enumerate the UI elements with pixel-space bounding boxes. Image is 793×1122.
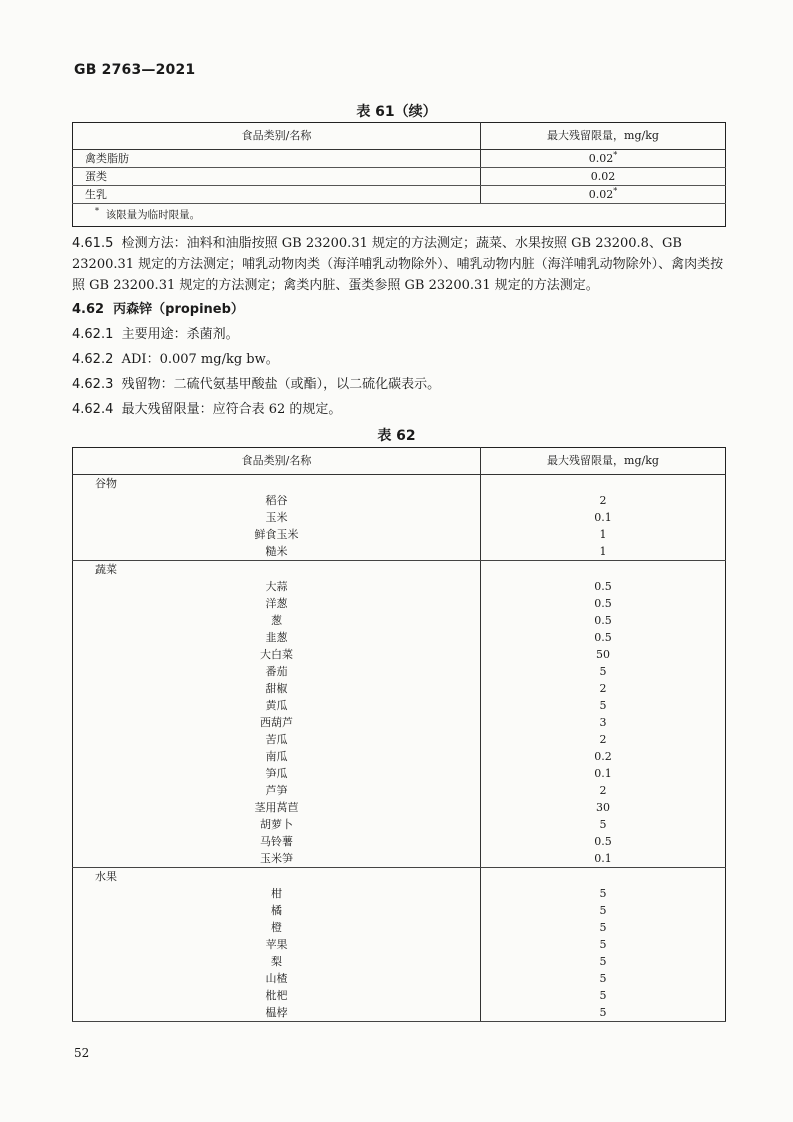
category-row [73, 561, 726, 579]
food-name: 韭葱 [73, 629, 481, 646]
section-title: 丙森锌（propineb） [113, 302, 244, 317]
limit-value: 0.5 [594, 579, 612, 593]
table-row [73, 731, 726, 748]
limit-number: 0.02 [588, 151, 614, 165]
table-row [73, 902, 726, 919]
table-row [73, 629, 726, 646]
food-name: 稻谷 [73, 492, 481, 509]
temporary-limit-mark: * [613, 185, 618, 195]
table61-header-row [73, 123, 726, 150]
table62-col-name: 食品类别/名称 [73, 448, 481, 475]
limit-value: 0.5 [594, 596, 612, 610]
food-name: 大白菜 [73, 646, 481, 663]
food-name: 梨 [73, 953, 481, 970]
limit-value: 5 [599, 937, 607, 951]
food-name: 生乳 [73, 186, 481, 204]
food-name: 枇杷 [73, 987, 481, 1004]
limit-value: 5 [599, 817, 607, 831]
section-4-62-1 [72, 324, 726, 345]
category-name: 谷物 [73, 475, 481, 493]
table61-col-name: 食品类别/名称 [73, 123, 481, 150]
section-4-62-2 [72, 349, 726, 370]
table-row [73, 987, 726, 1004]
table-row [73, 936, 726, 953]
table-row [73, 663, 726, 680]
table-row [73, 526, 726, 543]
limit-value: 2 [599, 732, 607, 746]
table-row [73, 492, 726, 509]
food-name: 大蒜 [73, 578, 481, 595]
limit-value: 5 [599, 954, 607, 968]
limit-value: 0.1 [481, 850, 726, 868]
limit-value: 0.5 [594, 834, 612, 848]
table61-footnote-row [73, 204, 726, 227]
section-number: 4.62.3 [72, 377, 114, 392]
limit-value [481, 168, 726, 186]
category-value-empty [481, 868, 726, 886]
section-4-62-3 [72, 374, 726, 395]
table-row [73, 578, 726, 595]
limit-value: 2 [599, 681, 607, 695]
section-4-62-heading [72, 299, 726, 320]
temporary-limit-mark: * [613, 149, 618, 159]
table61-footnote [73, 204, 726, 227]
food-name: 茎用莴苣 [73, 799, 481, 816]
food-name: 苦瓜 [73, 731, 481, 748]
food-name: 山楂 [73, 970, 481, 987]
table-row [73, 1004, 726, 1022]
category-name: 水果 [73, 868, 481, 886]
table-row [73, 765, 726, 782]
food-name: 胡萝卜 [73, 816, 481, 833]
table-row [73, 953, 726, 970]
table-row [73, 714, 726, 731]
limit-value: 50 [596, 647, 610, 661]
food-name: 榅桲 [73, 1004, 481, 1022]
category-row [73, 475, 726, 493]
limit-value: 5 [599, 920, 607, 934]
table-row [73, 697, 726, 714]
table-row [73, 782, 726, 799]
food-name: 玉米笋 [73, 850, 481, 868]
section-number: 4.62.4 [72, 402, 114, 417]
limit-value: 5 [599, 886, 607, 900]
limit-value: 5 [599, 698, 607, 712]
food-name: 苹果 [73, 936, 481, 953]
food-name: 甜椒 [73, 680, 481, 697]
category-row [73, 868, 726, 886]
table-row [73, 833, 726, 850]
table-row [73, 919, 726, 936]
limit-number: 0.02 [590, 169, 616, 183]
food-name: 柑 [73, 885, 481, 902]
food-name: 橘 [73, 902, 481, 919]
table-row [73, 168, 726, 186]
table62-caption: 表 62 [377, 428, 416, 444]
footnote-mark: * [95, 206, 99, 216]
table-row [73, 543, 726, 561]
limit-value: 1 [481, 543, 726, 561]
table61-caption: 表 61（续） [356, 104, 437, 120]
food-name: 芦笋 [73, 782, 481, 799]
section-number: 4.61.5 [72, 236, 114, 251]
food-name: 南瓜 [73, 748, 481, 765]
limit-value: 0.1 [594, 766, 612, 780]
limit-value: 5 [599, 903, 607, 917]
table-row [73, 748, 726, 765]
category-value-empty [481, 561, 726, 579]
food-name: 糙米 [73, 543, 481, 561]
food-name: 番茄 [73, 663, 481, 680]
food-name: 西葫芦 [73, 714, 481, 731]
limit-value: 1 [599, 527, 607, 541]
section-4-62-4 [72, 399, 726, 420]
table-row [73, 885, 726, 902]
section-number: 4.62.2 [72, 352, 114, 367]
limit-value: 0.5 [594, 613, 612, 627]
table-row [73, 646, 726, 663]
table-row [73, 612, 726, 629]
table-row [73, 595, 726, 612]
table-row [73, 799, 726, 816]
food-name: 鲜食玉米 [73, 526, 481, 543]
section-text: ADI：0.007 mg/kg bw。 [121, 352, 279, 367]
limit-value [481, 150, 726, 168]
standard-code: GB 2763—2021 [74, 62, 196, 78]
limit-value: 5 [481, 1004, 726, 1022]
food-name: 蛋类 [73, 168, 481, 186]
table-row [73, 970, 726, 987]
limit-number: 0.02 [588, 187, 614, 201]
footnote-text: 该限量为临时限量。 [105, 209, 201, 221]
food-name: 玉米 [73, 509, 481, 526]
limit-value [481, 186, 726, 204]
limit-value: 5 [599, 988, 607, 1002]
section-number: 4.62.1 [72, 327, 114, 342]
limit-value: 5 [599, 664, 607, 678]
table62-header-row [73, 448, 726, 475]
table-row [73, 509, 726, 526]
food-name: 笋瓜 [73, 765, 481, 782]
food-name: 马铃薯 [73, 833, 481, 850]
table62-col-limit: 最大残留限量，mg/kg [481, 448, 726, 475]
limit-value: 3 [599, 715, 607, 729]
category-value-empty [481, 475, 726, 493]
table61-col-limit: 最大残留限量，mg/kg [481, 123, 726, 150]
limit-value: 0.2 [594, 749, 612, 763]
table-row [73, 680, 726, 697]
limit-value: 30 [596, 800, 610, 814]
table-row [73, 816, 726, 833]
section-text: 主要用途：杀菌剂。 [121, 327, 239, 342]
table-row [73, 150, 726, 168]
table-62 [72, 447, 726, 1022]
limit-value: 0.5 [594, 630, 612, 644]
food-name: 橙 [73, 919, 481, 936]
section-number: 4.62 [72, 302, 105, 317]
category-name: 蔬菜 [73, 561, 481, 579]
section-text: 最大残留限量：应符合表 62 的规定。 [121, 402, 342, 417]
food-name: 葱 [73, 612, 481, 629]
limit-value: 2 [599, 493, 607, 507]
food-name: 禽类脂肪 [73, 150, 481, 168]
section-text: 残留物：二硫代氨基甲酸盐（或酯），以二硫化碳表示。 [121, 377, 441, 392]
section-4-61-5 [72, 233, 726, 296]
limit-value: 0.1 [594, 510, 612, 524]
limit-value: 2 [599, 783, 607, 797]
table-row [73, 186, 726, 204]
table-61 [72, 122, 726, 227]
food-name: 洋葱 [73, 595, 481, 612]
page-number: 52 [74, 1046, 90, 1060]
table-row [73, 850, 726, 868]
food-name: 黄瓜 [73, 697, 481, 714]
section-text: 检测方法：油料和油脂按照 GB 23200.31 规定的方法测定；蔬菜、水果按照 GB 23200.8、GB 23200.31 规定的方法测定；哺乳动物肉类（海洋哺乳动物除外）、哺乳动物内脏（海洋哺乳动物除外）、禽肉类按照 GB 23200.31 规定的方法测定；禽类内脏、蛋类参照 GB 23200.31 规定的方法测定。 [72, 236, 724, 293]
limit-value: 5 [599, 971, 607, 985]
